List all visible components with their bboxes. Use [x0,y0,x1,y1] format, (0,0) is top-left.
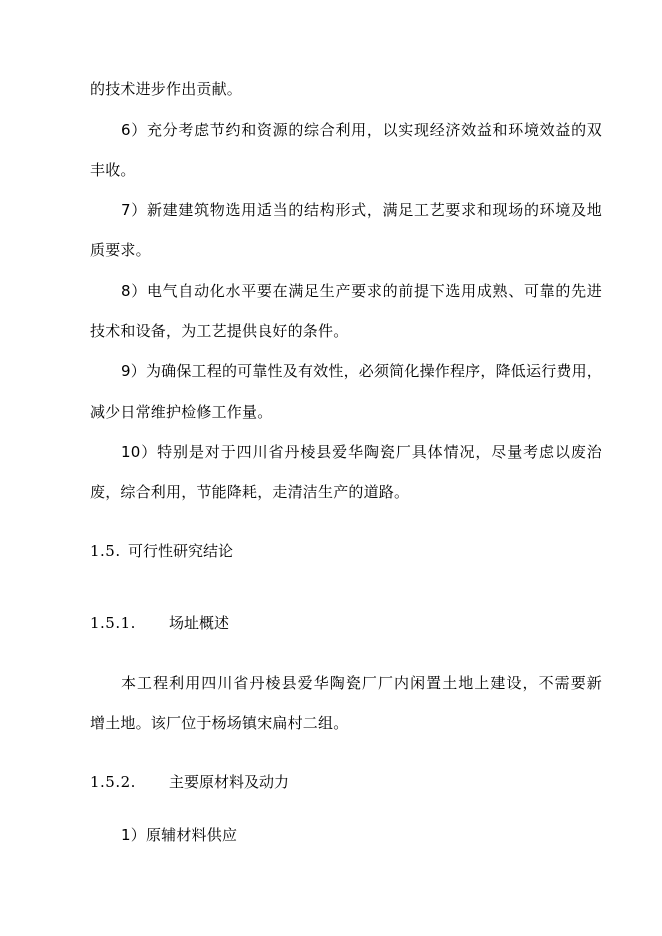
list-item-8-line-2: 技术和设备，为工艺提供良好的条件。 [90,322,349,340]
site-overview-line-2: 增土地。该厂位于杨场镇宋扁村二组。 [90,714,349,732]
section-title: 主要原材料及动力 [169,773,290,791]
list-item-8-line-1: 8）电气自动化水平要在满足生产要求的前提下选用成熟、可靠的先进 [121,282,602,300]
list-item-9-line-1: 9）为确保工程的可靠性及有效性，必须简化操作程序，降低运行费用， [121,362,602,380]
list-item-7-line-1: 7）新建建筑物选用适当的结构形式，满足工艺要求和现场的环境及地 [121,201,602,219]
list-item-6-line-2: 丰收。 [90,161,136,179]
materials-supply-item: 1）原辅材料供应 [121,826,238,844]
site-overview-line-1: 本工程利用四川省丹棱县爱华陶瓷厂厂内闲置土地上建设，不需要新 [121,674,602,692]
paragraph-continuation-line: 的技术进步作出贡献。 [90,80,243,98]
list-item-7-line-2: 质要求。 [90,241,151,259]
section-number: 1.5.1. [90,614,136,632]
section-title: 可行性研究结论 [128,542,234,560]
list-item-10-line-2: 废，综合利用，节能降耗，走清洁生产的道路。 [90,483,410,501]
section-heading-1-5-1 [90,613,290,633]
section-title: 场址概述 [169,614,230,632]
section-heading-1-5-2 [90,772,350,792]
list-item-9-line-2: 减少日常维护检修工作量。 [90,403,273,421]
list-item-6-line-1: 6）充分考虑节约和资源的综合利用，以实现经济效益和环境效益的双 [121,121,602,139]
section-number: 1.5.2. [90,773,136,791]
section-heading-1-5 [90,541,310,561]
section-number: 1.5. [90,542,121,560]
list-item-10-line-1: 10）特别是对于四川省丹棱县爱华陶瓷厂具体情况，尽量考虑以废治 [121,443,602,461]
